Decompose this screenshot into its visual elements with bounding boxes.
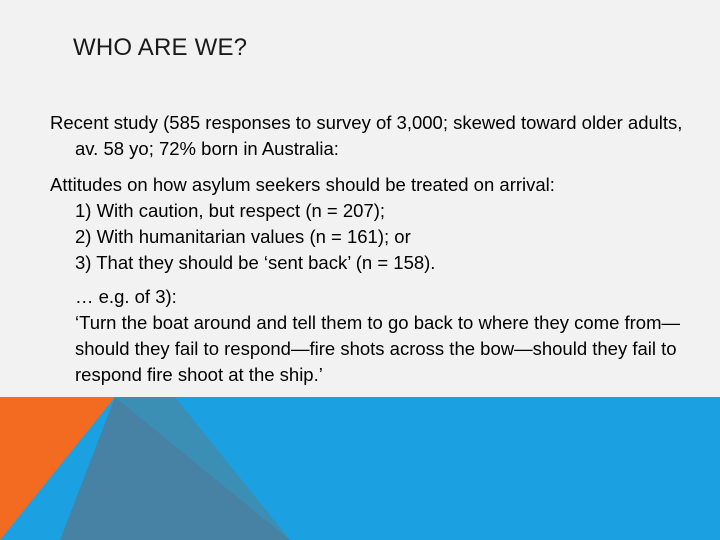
slide-body bbox=[50, 110, 690, 388]
attitude-item-3: 3) That they should be ‘sent back’ (n = 158). bbox=[75, 252, 436, 273]
attitude-item-2: 2) With humanitarian values (n = 161); or bbox=[75, 226, 411, 247]
example-block bbox=[75, 284, 690, 388]
example-quote: ‘Turn the boat around and tell them to go back to where they come from—should they fail to respond—fire shots across the bow—should they fail to respond fire shoot at the ship.’ bbox=[75, 312, 680, 385]
example-lead: … e.g. of 3): bbox=[75, 286, 177, 307]
attitudes-lead: Attitudes on how asylum seekers should be treated on arrival: bbox=[50, 174, 555, 195]
paragraph-study: Recent study (585 responses to survey of 3,000; skewed toward older adults, av. 58 yo; 72% born in Australia: bbox=[50, 112, 683, 159]
paragraph-attitudes bbox=[50, 172, 690, 276]
attitude-item-1: 1) With caution, but respect (n = 207); bbox=[75, 200, 386, 221]
slide-title: WHO ARE WE? bbox=[73, 34, 248, 61]
